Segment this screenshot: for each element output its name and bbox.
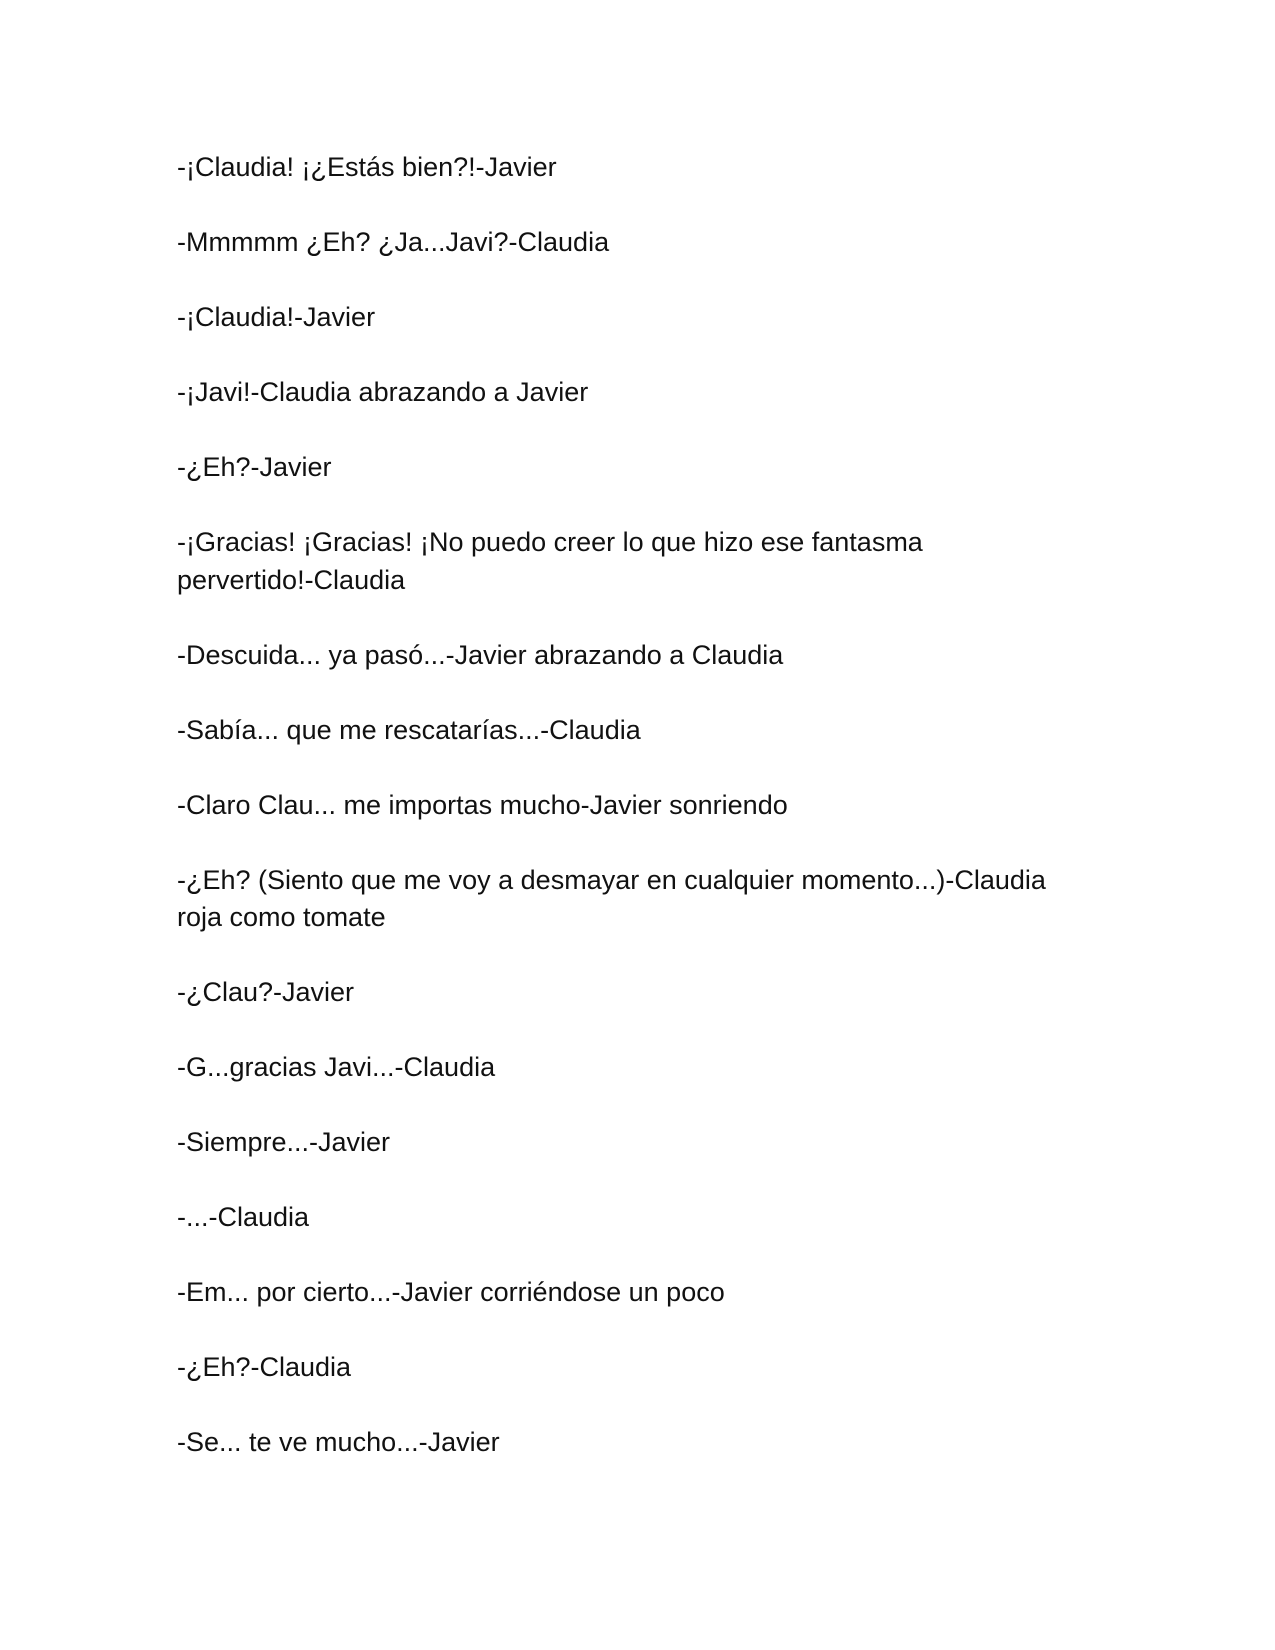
dialogue-line: -Se... te ve mucho...-Javier [177, 1427, 500, 1457]
dialogue-line: -¿Clau?-Javier [177, 977, 355, 1007]
dialogue-line: -¿Eh?-Javier [177, 452, 332, 482]
dialogue-line: -¡Gracias! ¡Gracias! ¡No puedo creer lo que hizo ese fantasma pervertido!-Claudia [177, 527, 923, 595]
dialogue-line: -¿Eh? (Siento que me voy a desmayar en cualquier momento...)-Claudia roja como tomate [177, 864, 1046, 932]
dialogue-line: -Sabía... que me rescatarías...-Claudia [177, 714, 641, 745]
dialogue-line: -G...gracias Javi...-Claudia [177, 1052, 496, 1082]
dialogue-line: -¡Javi!-Claudia abrazando a Javier [177, 377, 589, 407]
dialogue-line: -Descuida... ya pasó...-Javier abrazando a Claudia [177, 639, 784, 670]
dialogue-line: -Em... por cierto...-Javier corriéndose un poco [177, 1277, 725, 1307]
dialogue-line: -Siempre...-Javier [177, 1127, 391, 1157]
dialogue-line: -¡Claudia!-Javier [177, 302, 376, 332]
dialogue-line: -Mmmmm ¿Eh? ¿Ja...Javi?-Claudia [177, 227, 610, 257]
dialogue-line: -¡Claudia! ¡¿Estás bien?!-Javier [177, 152, 557, 182]
dialogue-line: -...-Claudia [177, 1202, 310, 1232]
dialogue-line: -¿Eh?-Claudia [177, 1352, 352, 1382]
dialogue-line: -Claro Clau... me importas mucho-Javier sonriendo [177, 789, 788, 820]
document-page [177, 149, 1097, 1499]
